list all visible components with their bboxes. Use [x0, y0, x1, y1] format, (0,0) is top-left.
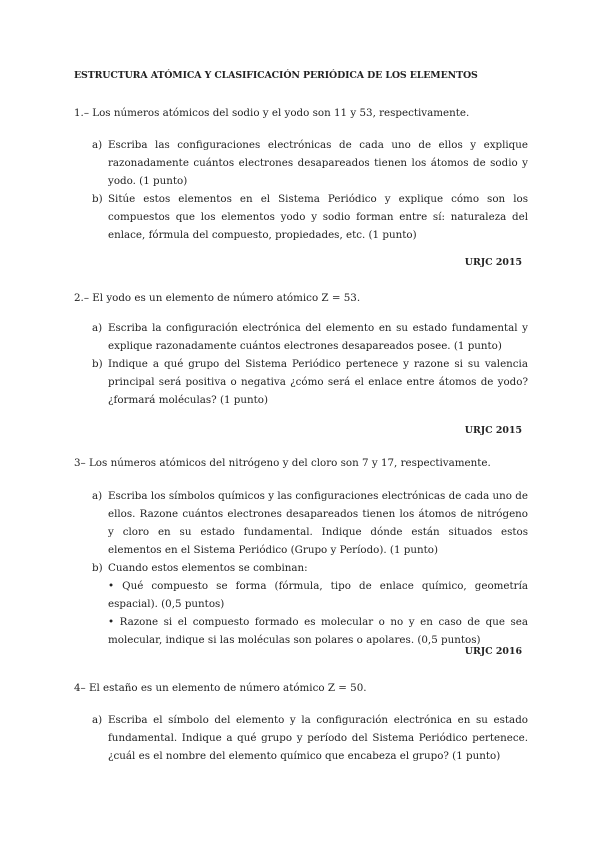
question-1-item-b [92, 190, 528, 244]
item-text: Cuando estos elementos se combinan: [108, 562, 308, 574]
item-text: Indique a qué grupo del Sistema Periódico pertenece y razone si su valencia principal será positiva o negativa ¿cómo será el enlace entre átomos de yodo? ¿formará moléculas? (1 punto) [108, 358, 528, 406]
question-3-items [92, 487, 528, 649]
item-label: b) [92, 193, 103, 205]
question-1-stem: 1.– Los números atómicos del sodio y el yodo son 11 y 53, respectivamente. [74, 107, 470, 119]
question-3-stem: 3– Los números atómicos del nitrógeno y del cloro son 7 y 17, respectivamente. [74, 457, 491, 469]
question-1-source: URJC 2015 [464, 257, 522, 268]
bullet-item: • Qué compuesto se forma (fórmula, tipo de enlace químico, geometría espacial). (0,5 puntos) [108, 580, 528, 610]
item-label: a) [92, 322, 103, 334]
item-text: Escriba las configuraciones electrónicas de cada uno de ellos y explique razonadamente cuántos electrones desapareados tienen los átomos de sodio y yodo. (1 punto) [108, 139, 528, 187]
question-2-item-b [92, 355, 528, 409]
item-label: a) [92, 490, 103, 502]
question-4-item-a [92, 711, 528, 765]
item-text: Sitúe estos elementos en el Sistema Periódico y explique cómo son los compuestos que los elementos yodo y sodio forman entre sí: naturaleza del enlace, fórmula del compuesto, propiedades, etc. (1 punto) [108, 193, 528, 241]
item-label: b) [92, 562, 103, 574]
question-3-item-b [92, 559, 528, 649]
question-4-items [92, 711, 528, 765]
question-2-item-a [92, 319, 528, 355]
question-2-items [92, 319, 528, 409]
document-title: ESTRUCTURA ATÓMICA Y CLASIFICACIÓN PERIÓDICA DE LOS ELEMENTOS [74, 70, 478, 81]
question-2-stem: 2.– El yodo es un elemento de número atómico Z = 53. [74, 292, 361, 304]
item-label: b) [92, 358, 103, 370]
bullet-item: • Razone si el compuesto formado es molecular o no y en caso de que sea molecular, indique si las moléculas son polares o apolares. (0,5 puntos) [108, 616, 528, 646]
question-1-items [92, 136, 528, 244]
item-text: Escriba el símbolo del elemento y la configuración electrónica en su estado fundamental. Indique a qué grupo y período del Sistema Periódico pertenece. ¿cuál es el nombre del elemento químico que encabeza el grupo? (1 punto) [108, 714, 528, 762]
question-4-stem: 4– El estaño es un elemento de número atómico Z = 50. [74, 682, 367, 694]
question-3-source: URJC 2016 [464, 646, 522, 657]
question-2-source: URJC 2015 [464, 425, 522, 436]
question-1-item-a [92, 136, 528, 190]
question-3-item-a [92, 487, 528, 559]
item-text: Escriba la configuración electrónica del elemento en su estado fundamental y explique razonadamente cuántos electrones desapareados posee. (1 punto) [108, 322, 528, 352]
item-text: Escriba los símbolos químicos y las configuraciones electrónicas de cada uno de ellos. Razone cuántos electrones desapareados tienen los átomos de nitrógeno y cloro en su estado fundamental. Indique dónde están situados estos elementos en el Sistema Periódico (Grupo y Período). (1 punto) [108, 490, 528, 556]
item-label: a) [92, 714, 103, 726]
item-label: a) [92, 139, 103, 151]
